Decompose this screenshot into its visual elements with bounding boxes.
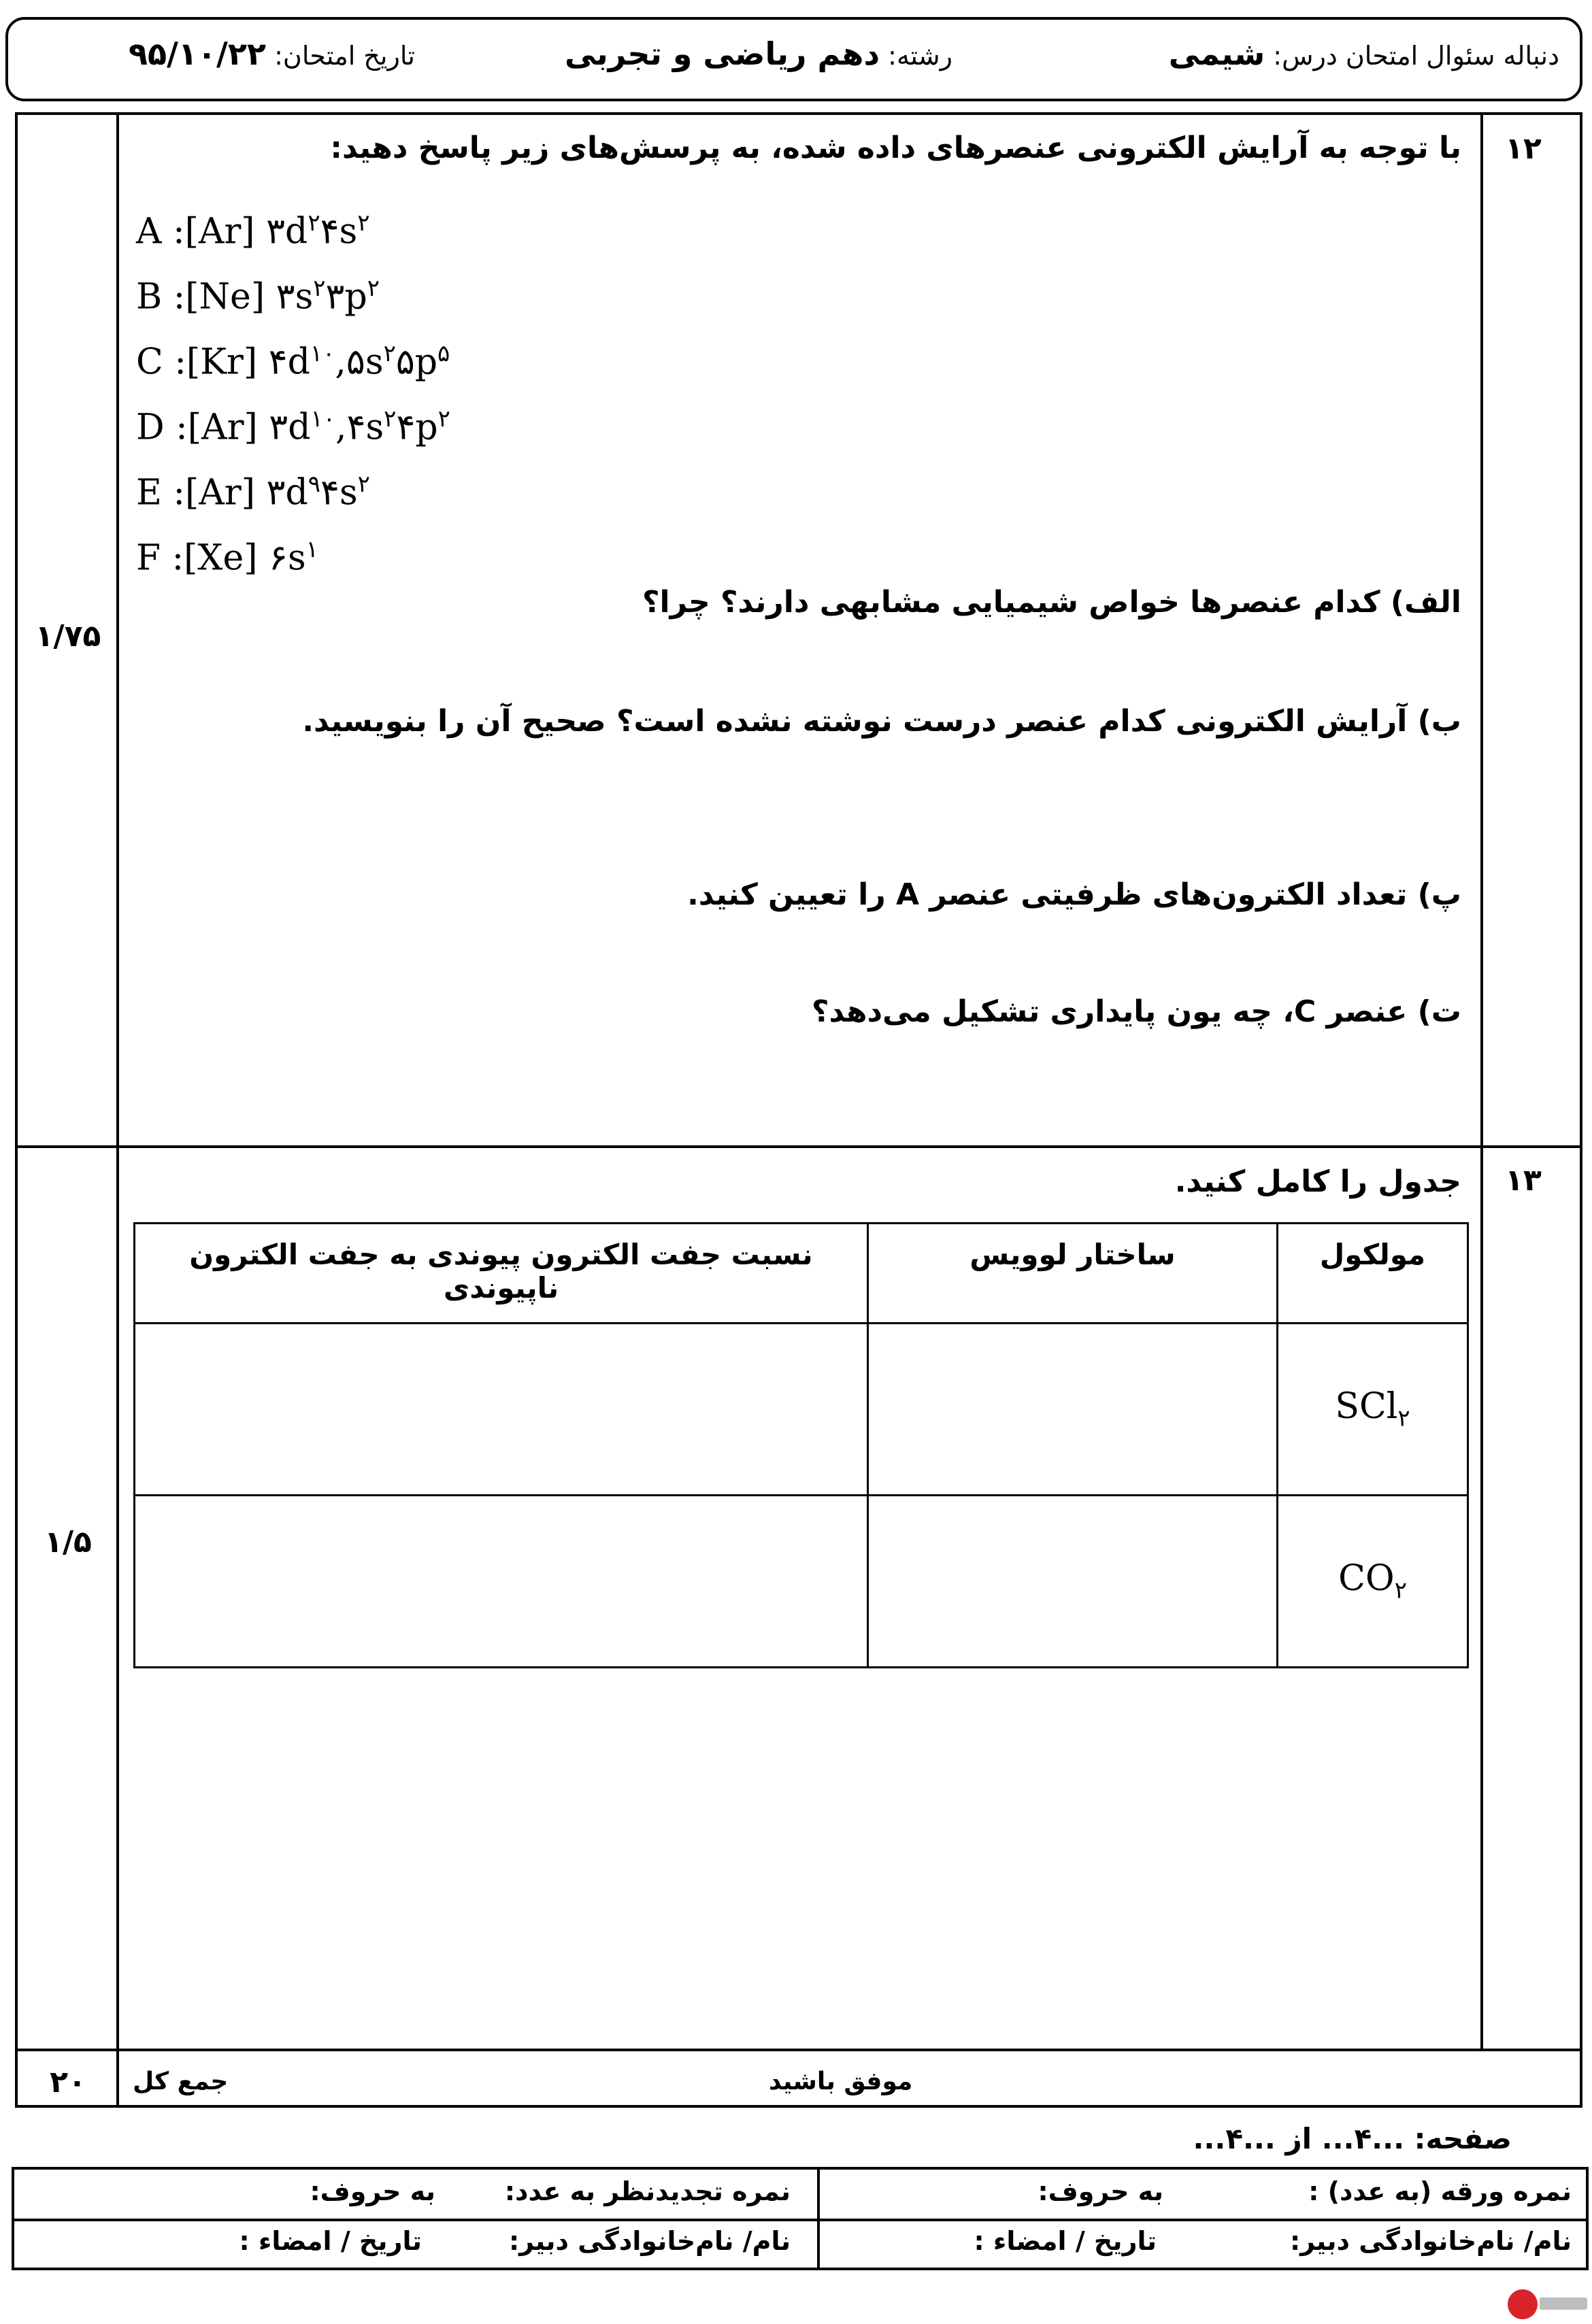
element-symbol: C :: [136, 341, 186, 383]
question-intro: جدول را کامل کنید.: [1174, 1164, 1461, 1199]
noble-gas-core: [Ne]: [185, 276, 276, 318]
answer-cell[interactable]: [868, 1496, 1278, 1668]
subject-field: [1169, 35, 1559, 72]
orbital-electron-count: ۲: [367, 275, 380, 302]
watermark-logo-text: [1540, 2297, 1587, 2310]
element-symbol: A :: [136, 211, 185, 252]
orbital-electron-count: ۵: [437, 340, 450, 367]
header-lewis: ساختار لوویس: [868, 1224, 1278, 1324]
electron-config-a: [136, 190, 450, 256]
date-field: [129, 35, 415, 72]
orbital: ۴s: [320, 211, 358, 252]
question-part-b: ب) آرایش الکترونی کدام عنصر درست نوشته نشده است؟ صحیح آن را بنویسید.: [302, 704, 1461, 739]
orbital: ۳d: [269, 407, 311, 448]
orbital: ۳d: [266, 472, 308, 513]
header-molecule: مولکول: [1278, 1224, 1468, 1324]
lewis-structure-table: [133, 1222, 1469, 1668]
electron-config-f: [136, 517, 450, 582]
question-number: ۱۳: [1505, 1163, 1542, 1198]
paper-score-words-label: به حروف:: [1038, 2176, 1163, 2206]
review-score-number-label: نمره تجدیدنظر به عدد:: [504, 2176, 791, 2206]
noble-gas-core: [Ar]: [185, 472, 267, 513]
orbital-electron-count: ۲: [313, 275, 326, 302]
review-date-signature-label: تاریخ / امضاء :: [239, 2226, 422, 2256]
molecule-cell: SCl$_۲$: [1278, 1324, 1468, 1496]
orbital-electron-count: ۲: [308, 209, 320, 237]
question-number: ۱۲: [1505, 131, 1542, 166]
major-label: رشته:: [888, 41, 952, 71]
orbital: ۳p: [325, 276, 367, 318]
element-symbol: D :: [136, 407, 188, 448]
major-value: دهم ریاضی و تجربی: [564, 35, 880, 72]
header-ratio: نسبت جفت الکترون پیوندی به جفت الکترون ناپیوندی: [135, 1224, 868, 1324]
molecule-cell: $CO_۲$: [1278, 1496, 1468, 1668]
subject-label: دنباله سئوال امتحان درس:: [1273, 41, 1559, 71]
total-label: جمع کل: [133, 2068, 229, 2095]
orbital-electron-count: ۲: [384, 405, 397, 433]
subject-value: شیمی: [1168, 35, 1265, 72]
question-part-t: ت) عنصر C، چه یون پایداری تشکیل می‌دهد؟: [812, 994, 1461, 1029]
question-score: ۱/۷۵: [35, 619, 101, 654]
orbital: ۴p: [396, 407, 438, 448]
noble-gas-core: [Kr]: [186, 341, 269, 383]
table-header-row: [135, 1224, 1468, 1324]
electron-config-list: [136, 190, 450, 582]
orbital-electron-count: ۲: [357, 209, 370, 237]
electron-config-b: [136, 256, 450, 321]
question-intro: با توجه به آرایش الکترونی عنصرهای داده شده، به پرسش‌های زیر پاسخ دهید:: [330, 131, 1461, 165]
orbital-electron-count: ۲: [437, 405, 450, 433]
noble-gas-core: [Ar]: [184, 211, 267, 252]
good-luck-text: موفق باشید: [769, 2068, 913, 2095]
date-value: ۹۵/۱۰/۲۲: [128, 35, 267, 72]
table-row: [135, 1324, 1468, 1496]
question-part-p: پ) تعداد الکترون‌های ظرفیتی عنصر A را تعیین کنید.: [687, 877, 1461, 912]
orbital: ,۴s: [335, 407, 384, 448]
orbital-electron-count: ۱: [305, 536, 318, 563]
electron-config-c: [136, 321, 450, 386]
element-symbol: E :: [136, 472, 186, 513]
element-symbol: F :: [136, 537, 184, 579]
orbital-electron-count: ۱۰: [310, 405, 336, 433]
answer-cell[interactable]: [868, 1324, 1278, 1496]
paper-score-number-label: نمره ورقه (به عدد) :: [1308, 2176, 1572, 2206]
review-score-words-label: به حروف:: [310, 2176, 435, 2206]
orbital: ۶s: [269, 537, 306, 579]
orbital-electron-count: ۱۰: [310, 340, 335, 367]
orbital-electron-count: ۲: [383, 340, 396, 367]
major-field: [565, 35, 952, 72]
date-signature-label: تاریخ / امضاء :: [974, 2226, 1157, 2256]
review-teacher-name-label: نام/ نام‌خانوادگی دبیر:: [508, 2226, 791, 2256]
date-label: تاریخ امتحان:: [274, 41, 415, 71]
answer-cell[interactable]: [135, 1496, 868, 1668]
orbital: ۳s: [276, 276, 314, 318]
orbital: ۵p: [395, 341, 438, 383]
table-row: [135, 1496, 1468, 1668]
watermark-logo-icon: [1508, 2289, 1538, 2319]
orbital: ,۵s: [335, 341, 384, 383]
orbital-electron-count: ۹: [308, 471, 321, 498]
total-score: ۲۰: [50, 2065, 86, 2100]
electron-config-e: [136, 452, 450, 517]
orbital: ۴d: [268, 341, 310, 383]
electron-config-d: [136, 386, 450, 452]
question-score: ۱/۵: [44, 1525, 92, 1560]
orbital-electron-count: ۲: [357, 471, 370, 498]
orbital: ۴s: [320, 472, 358, 513]
page-number: صفحه: ...۴... از ...۴...: [1193, 2122, 1512, 2155]
element-symbol: B :: [136, 276, 186, 318]
teacher-name-label: نام/ نام‌خانوادگی دبیر:: [1289, 2226, 1572, 2256]
question-part-a: الف) کدام عنصرها خواص شیمیایی مشابهی دارند؟ چرا؟: [642, 585, 1461, 620]
noble-gas-core: [Ar]: [187, 407, 269, 448]
orbital: ۳d: [266, 211, 308, 252]
noble-gas-core: [Xe]: [184, 537, 269, 579]
answer-cell[interactable]: [135, 1324, 868, 1496]
